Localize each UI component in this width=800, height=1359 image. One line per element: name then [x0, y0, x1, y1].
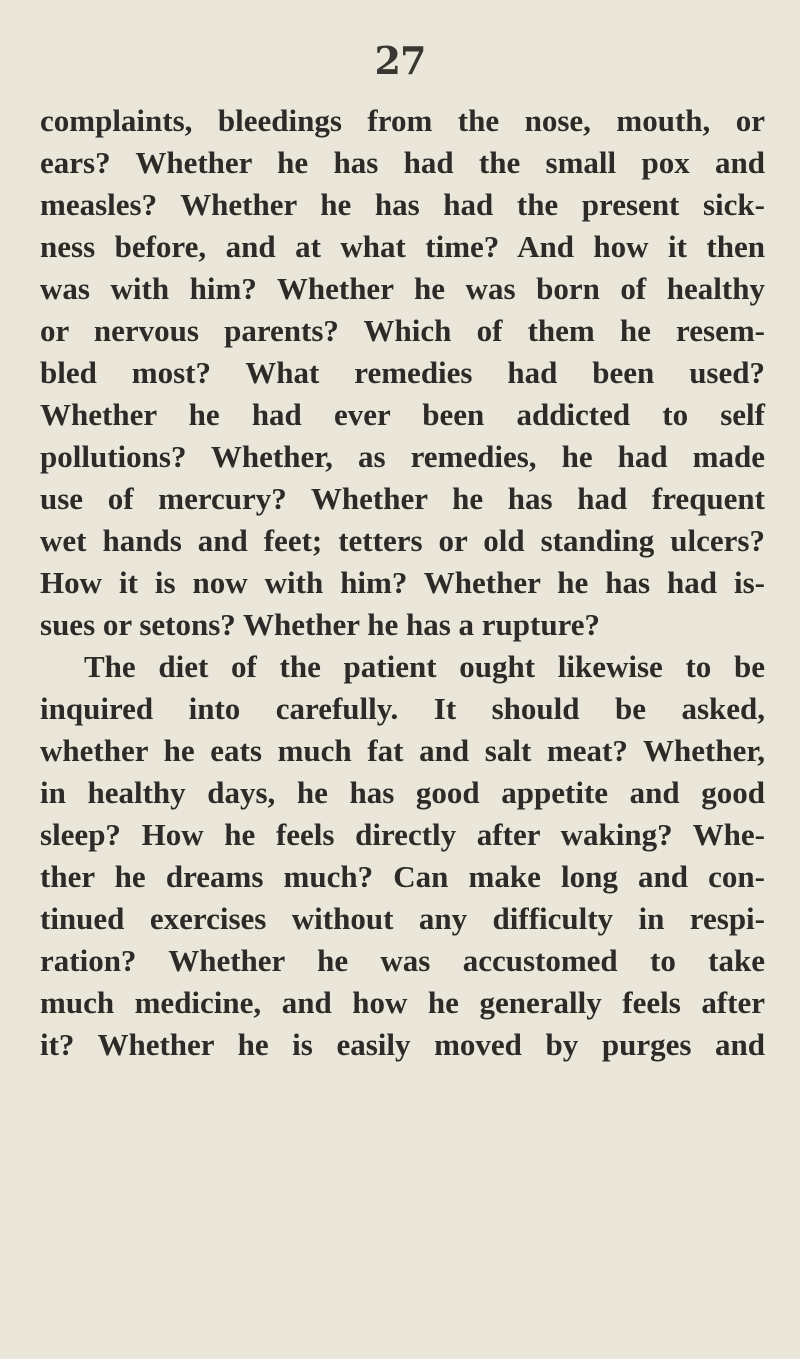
- text-line: ther he dreams much? Can make long and con-: [40, 859, 765, 894]
- text-line: sues or setons? Whether he has a rupture?: [40, 607, 601, 642]
- text-line: or nervous parents? Which of them he resem-: [40, 313, 765, 348]
- text-line: inquired into carefully. It should be asked,: [40, 691, 765, 726]
- text-line: ears? Whether he has had the small pox and: [40, 145, 765, 180]
- text-line: bled most? What remedies had been used?: [40, 355, 765, 390]
- text-line: complaints, bleedings from the nose, mouth, or: [40, 103, 765, 138]
- text-line: it? Whether he is easily moved by purges and: [40, 1027, 765, 1062]
- text-line: tinued exercises without any difficulty in respi-: [40, 901, 765, 936]
- text-line: was with him? Whether he was born of healthy: [40, 271, 765, 306]
- text-line: The diet of the patient ought likewise to be: [84, 649, 765, 684]
- text-line: whether he eats much fat and salt meat? Whether,: [40, 733, 765, 768]
- text-line: Whether he had ever been addicted to self: [40, 397, 765, 432]
- text-line: ration? Whether he was accustomed to take: [40, 943, 765, 978]
- text-line: measles? Whether he has had the present sick-: [40, 187, 765, 222]
- text-line: sleep? How he feels directly after waking? Whe-: [40, 817, 765, 852]
- page-number: 27: [374, 38, 426, 83]
- text-line: wet hands and feet; tetters or old standing ulcers?: [40, 523, 765, 558]
- text-line: pollutions? Whether, as remedies, he had made: [40, 439, 765, 474]
- text-line: ness before, and at what time? And how it then: [40, 229, 765, 264]
- text-line: much medicine, and how he generally feels after: [40, 985, 765, 1020]
- text-line: in healthy days, he has good appetite and good: [40, 775, 765, 810]
- text-line: use of mercury? Whether he has had frequent: [40, 481, 765, 516]
- text-line: How it is now with him? Whether he has had is-: [40, 565, 765, 600]
